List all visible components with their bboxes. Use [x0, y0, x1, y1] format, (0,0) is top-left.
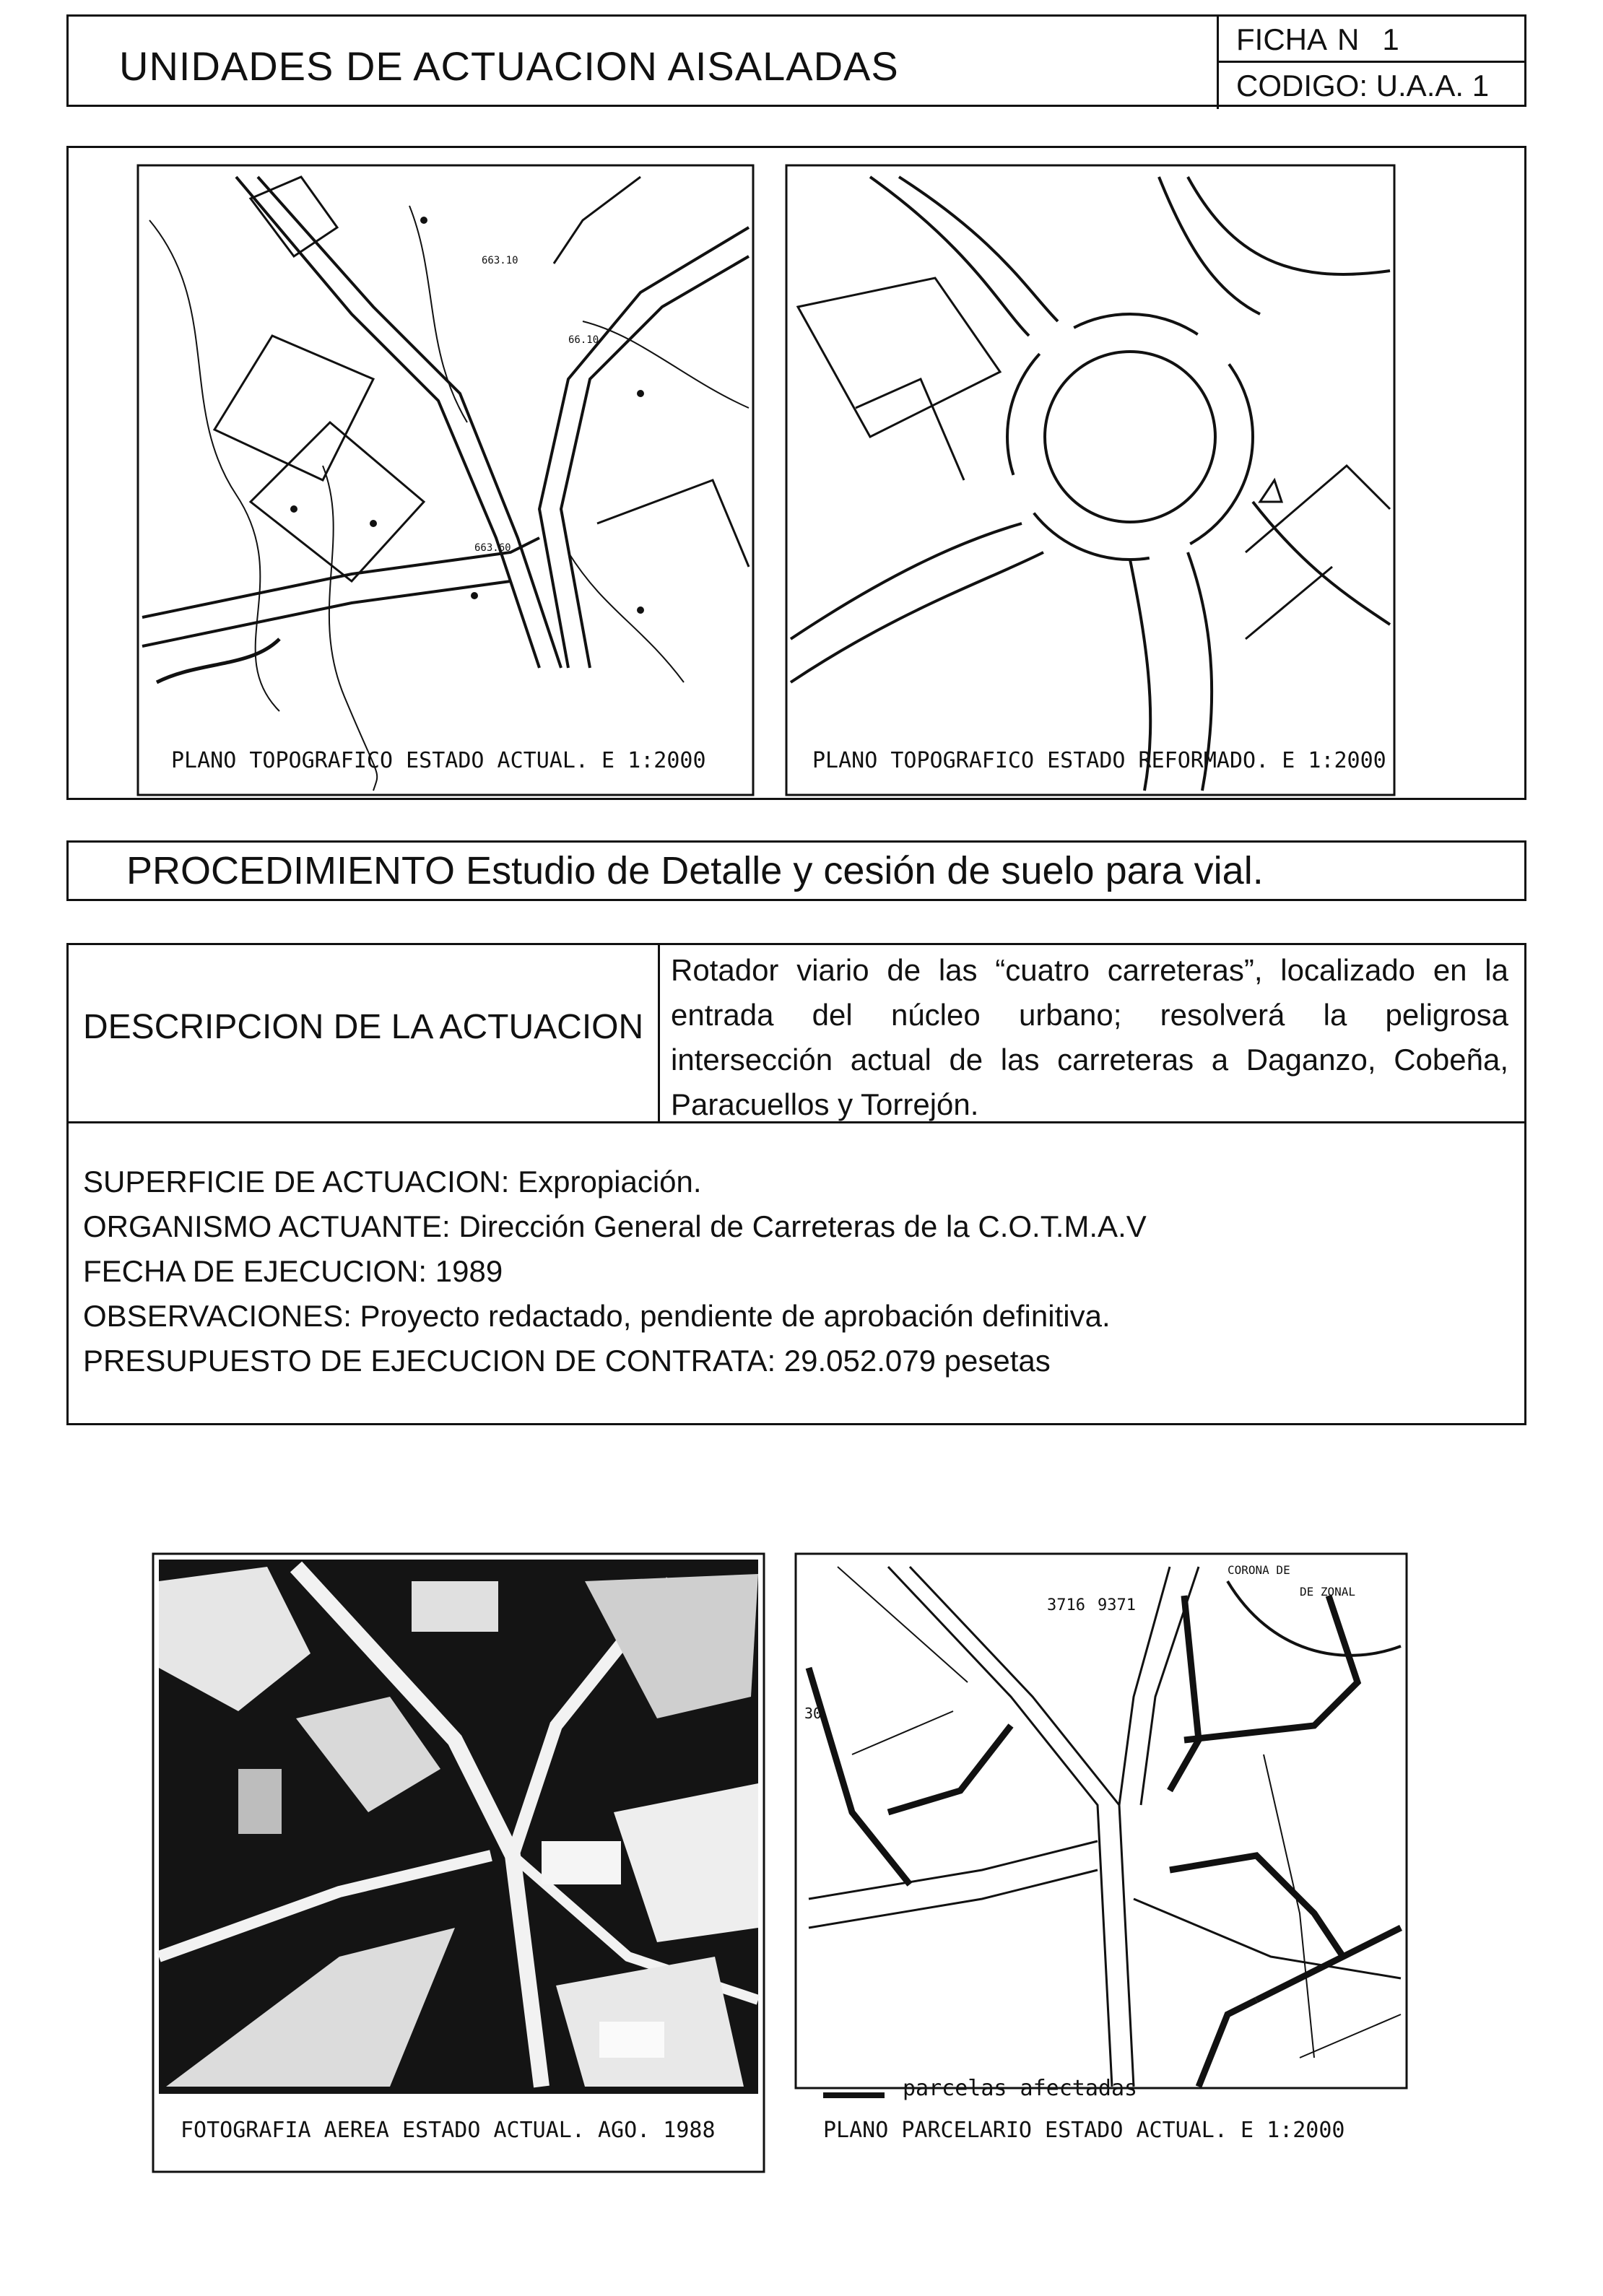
plan-topografico-actual [135, 162, 756, 798]
descripcion-label: DESCRIPCION DE LA ACTUACION [83, 1008, 644, 1046]
details-cell [69, 1123, 1524, 1425]
svg-text:66.10: 66.10 [568, 334, 599, 346]
descripcion-line-4: Paracuellos y Torrejón. [671, 1087, 979, 1121]
plan-topografico-reformado [783, 162, 1397, 798]
observaciones-line: OBSERVACIONES: Proyecto redactado, pendiente de aprobación definitiva. [83, 1299, 1111, 1333]
descripcion-line-2: entrada del núcleo urbano; resolverá la peligrosa [671, 998, 1508, 1032]
plan-right-caption: PLANO TOPOGRAFICO ESTADO REFORMADO. E 1:2000 [812, 748, 1386, 773]
aerial-photo [152, 1552, 765, 2173]
descripcion-row [69, 945, 1524, 1123]
legend-label: parcelas afectadas [903, 2076, 1138, 2101]
parcel-plan [794, 1552, 1408, 2173]
header-box [66, 14, 1526, 107]
details-list [83, 1160, 1147, 1383]
descripcion-line-3: intersección actual de las carreteras a Daganzo, Cobeña, [671, 1043, 1508, 1077]
procedimiento-text: PROCEDIMIENTO Estudio de Detalle y cesión de suelo para vial. [126, 849, 1264, 892]
parcel-label-30: 30 [804, 1705, 822, 1722]
parcel-label-9371: 9371 [1098, 1596, 1136, 1614]
descripcion-table [66, 943, 1526, 1425]
svg-text:663.10: 663.10 [482, 255, 518, 266]
descripcion-label-cell [69, 945, 660, 1121]
plans-box [66, 146, 1526, 800]
plan-left-caption: PLANO TOPOGRAFICO ESTADO ACTUAL. E 1:2000 [171, 748, 706, 773]
parcel-label-corona: CORONA DE [1228, 1563, 1290, 1577]
document-title: UNIDADES DE ACTUACION AISALADAS [119, 43, 899, 89]
descripcion-text [671, 948, 1508, 1127]
topographic-current-map [135, 162, 756, 798]
organismo-line: ORGANISMO ACTUANTE: Dirección General de Carreteras de la C.O.T.M.A.V [83, 1209, 1147, 1243]
presupuesto-line: PRESUPUESTO DE EJECUCION DE CONTRATA: 29.052.079 pesetas [83, 1344, 1051, 1378]
parcel-label-3716: 3716 [1047, 1596, 1085, 1614]
parcel-plan-map [794, 1552, 1408, 2173]
aerial-caption: FOTOGRAFIA AEREA ESTADO ACTUAL. AGO. 1988 [181, 2118, 716, 2143]
parcel-label-zonal: DE ZONAL [1300, 1585, 1356, 1599]
fecha-line: FECHA DE EJECUCION: 1989 [83, 1254, 503, 1288]
ficha-value: 1 [1382, 22, 1399, 56]
superficie-line: SUPERFICIE DE ACTUACION: Expropiación. [83, 1165, 702, 1199]
procedimiento-box [66, 840, 1526, 901]
parcel-caption: PLANO PARCELARIO ESTADO ACTUAL. E 1:2000 [823, 2118, 1345, 2143]
ficha-label: FICHA [1236, 22, 1327, 56]
ficha-number [1217, 17, 1524, 63]
svg-text:663.60: 663.60 [474, 542, 511, 554]
codigo: CODIGO: U.A.A. 1 [1217, 63, 1524, 109]
topographic-reformed-map [783, 162, 1397, 798]
descripcion-line-1: Rotador viario de las “cuatro carreteras”, localizado en la [671, 953, 1508, 987]
aerial-photo-image [152, 1552, 765, 2173]
ficha-n: N [1337, 22, 1360, 56]
